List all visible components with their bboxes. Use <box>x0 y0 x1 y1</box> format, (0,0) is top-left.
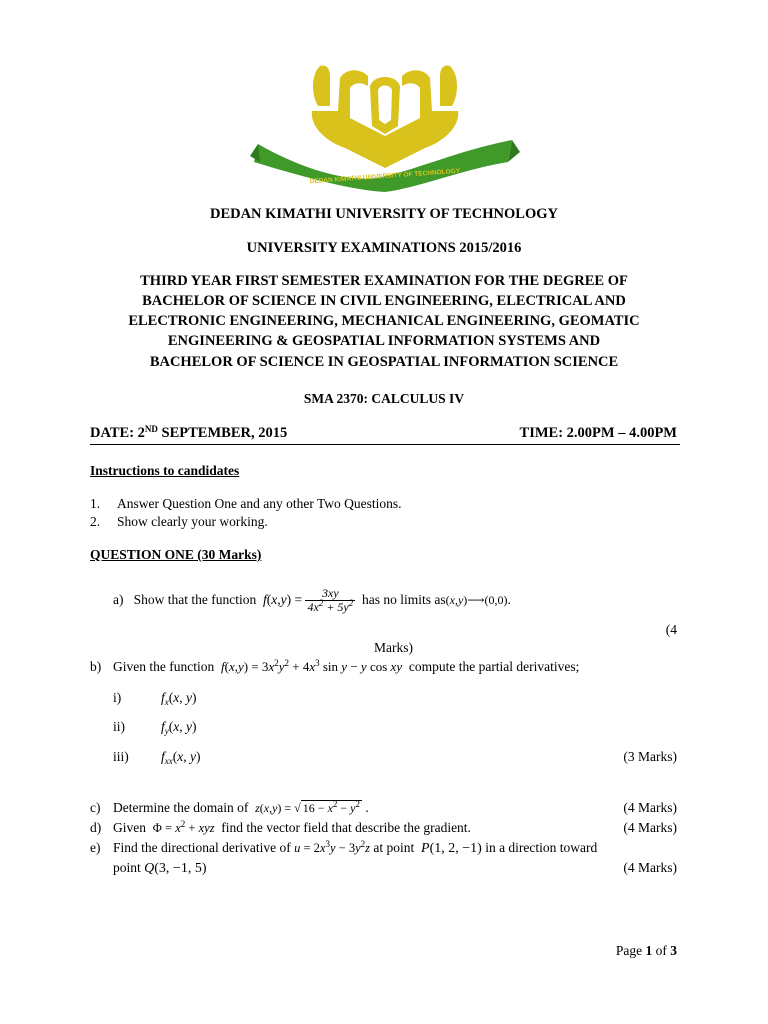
degree-line-5: BACHELOR OF SCIENCE IN GEOSPATIAL INFORMATION SCIENCE <box>149 354 619 370</box>
question-c-marks: (4 Marks) <box>623 800 677 815</box>
question-c: c) Determine the domain of z(x,y) = √ $16 - x^2 - y^2$ . <box>90 799 369 815</box>
instruction-item: 1. Answer Question One and any other Two Questions. <box>90 496 402 511</box>
instructions-heading: Instructions to candidates <box>90 463 240 478</box>
header-divider <box>90 444 680 445</box>
question-e-line2: point Q(3, −1, 5) <box>113 860 207 876</box>
exam-session: UNIVERSITY EXAMINATIONS 2015/2016 <box>246 240 522 256</box>
question-e-marks: (4 Marks) <box>623 860 677 875</box>
question-a: a) Show that the function f(x,y) = $\frac{3xy}{4x^2 + 5y^2}$ has no limits as(x,y)⟶(0,0). <box>113 585 511 615</box>
degree-line-3: ELECTRONIC ENGINEERING, MECHANICAL ENGINEERING, GEOMATIC <box>128 313 640 329</box>
degree-line-1: THIRD YEAR FIRST SEMESTER EXAMINATION FOR THE DEGREE OF <box>140 273 628 289</box>
function-f-a: f(x,y) = $\frac{3xy}{4x^2 + 5y^2}$ <box>262 585 354 615</box>
question-b-part: iii) $f_{xx}(x$, y) <box>113 749 201 766</box>
exam-time: TIME: 2.00PM – 4.00PM <box>519 425 677 441</box>
university-name: DEDAN KIMATHI UNIVERSITY OF TECHNOLOGY <box>209 206 559 222</box>
question-b-part: ii) $f_y(x$, y) <box>113 719 197 736</box>
degree-line-4: ENGINEERING & GEOSPATIAL INFORMATION SYSTEMS AND <box>167 333 601 349</box>
question-a-marks-close: Marks) <box>374 640 413 655</box>
question-d-marks: (4 Marks) <box>623 820 677 835</box>
instruction-item: 2. Show clearly your working. <box>90 514 268 529</box>
question-one-heading: QUESTION ONE (30 Marks) <box>90 547 262 562</box>
logo-emblem-icon <box>250 56 520 196</box>
question-b-part: i) $f_x(x$, y) <box>113 690 197 707</box>
question-d: d) Given $\Phi = x^2$ + xyz find the vector field that describe the gradient. <box>90 819 471 835</box>
exam-date: DATE: 2ND SEPTEMBER, 2015 <box>90 424 288 441</box>
question-b-marks: (3 Marks) <box>623 749 677 764</box>
university-logo <box>250 56 520 196</box>
course-code-title: SMA 2370: CALCULUS IV <box>303 391 465 406</box>
question-b: b) Given the function $f(x,y) = 3x^2y^2 + 4x^3$ sin y − y cos xy compute the partial derivatives; <box>90 658 580 674</box>
question-e: e) Find the directional derivative of $u = 2x^3y - 3y^2z$ at point P(1, 2, −1) in a direction toward <box>90 839 598 856</box>
page-number: Page 1 of 3 <box>615 943 677 958</box>
logo-ribbon-text: DEDAN KIMATHI UNIVERSITY OF TECHNOLOGY <box>309 167 461 186</box>
question-a-marks: (4 <box>665 622 677 637</box>
degree-line-2: BACHELOR OF SCIENCE IN CIVIL ENGINEERING, ELECTRICAL AND <box>142 293 626 309</box>
